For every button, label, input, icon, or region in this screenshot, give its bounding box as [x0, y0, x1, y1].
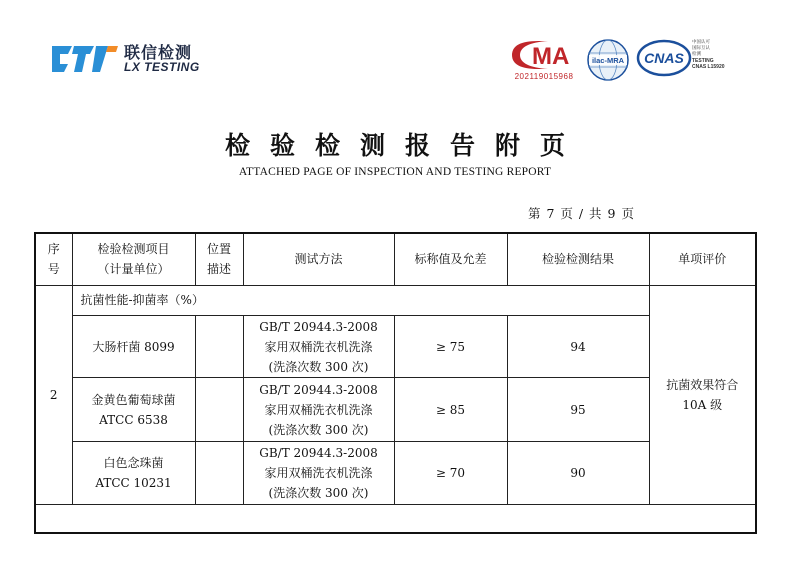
header-item: 检验检测项目 （计量单位）: [72, 233, 195, 285]
blank-row: [35, 505, 756, 533]
cnas-code: CNAS L15920: [692, 64, 725, 70]
position-cell: [195, 378, 243, 441]
header-no: 序 号: [35, 233, 72, 285]
header-result: 检验检测结果: [507, 233, 649, 285]
blank-cell: [35, 505, 756, 533]
page-title: 检验检测报告附页: [224, 131, 585, 160]
header-method: 测试方法: [243, 233, 394, 285]
lx-logo-icon: [50, 42, 120, 74]
table-row: [35, 378, 756, 441]
cnas-line: 检测: [692, 52, 701, 57]
cnas-line: 中国认可: [692, 40, 710, 45]
table-row: [35, 441, 756, 504]
section-title: 抗菌性能-抑菌率（%）: [72, 285, 649, 315]
cma-mark: [508, 38, 580, 84]
logo-name-cn: 联信检测: [124, 43, 193, 62]
cnas-label: CNAS: [644, 50, 684, 66]
result-cell: 95: [507, 378, 649, 441]
cnas-line: 国际互认: [692, 46, 710, 51]
cma-seal-icon: [508, 38, 580, 72]
cnas-testing: TESTING: [692, 58, 714, 64]
method-cell: GB/T 20944.3-2008 家用双桶洗衣机洗涤 (洗涤次数 300 次): [243, 378, 394, 441]
cnas-details: [692, 40, 752, 70]
cma-code: 202119015968: [514, 72, 574, 81]
position-cell: [195, 316, 243, 378]
result-cell: 94: [507, 316, 649, 378]
logo-name-en: LX TESTING: [124, 60, 200, 74]
header-position: 位置 描述: [195, 233, 243, 285]
item-cell: 大肠杆菌 8099: [72, 316, 195, 378]
ilac-globe-icon: [586, 38, 630, 82]
standard-cell: ≥ 70: [394, 441, 507, 504]
header-standard: 标称值及允差: [394, 233, 507, 285]
row-number: 2: [35, 285, 72, 504]
ilac-mra-mark: [586, 38, 630, 82]
standard-cell: ≥ 85: [394, 378, 507, 441]
cnas-mark: [636, 38, 692, 78]
method-cell: GB/T 20944.3-2008 家用双桶洗衣机洗涤 (洗涤次数 300 次): [243, 316, 394, 378]
cma-label: MA: [532, 43, 570, 70]
header-evaluation: 单项评价: [649, 233, 756, 285]
page-number: 第 7 页 / 共 9 页: [528, 206, 635, 221]
report-table: [34, 232, 757, 534]
standard-cell: ≥ 75: [394, 316, 507, 378]
table-header-row: [35, 233, 756, 285]
position-cell: [195, 441, 243, 504]
result-cell: 90: [507, 441, 649, 504]
method-cell: GB/T 20944.3-2008 家用双桶洗衣机洗涤 (洗涤次数 300 次): [243, 441, 394, 504]
company-logo: [50, 40, 210, 76]
item-cell: 金黄色葡萄球菌 ATCC 6538: [72, 378, 195, 441]
section-row: [35, 285, 756, 315]
table-row: [35, 316, 756, 378]
cnas-seal-icon: [636, 38, 692, 78]
item-cell: 白色念珠菌 ATCC 10231: [72, 441, 195, 504]
page-subtitle: ATTACHED PAGE OF INSPECTION AND TESTING REPORT: [238, 166, 552, 178]
evaluation-cell: 抗菌效果符合 10A 级: [649, 285, 756, 504]
ilac-label: ilac-MRA: [591, 56, 625, 65]
